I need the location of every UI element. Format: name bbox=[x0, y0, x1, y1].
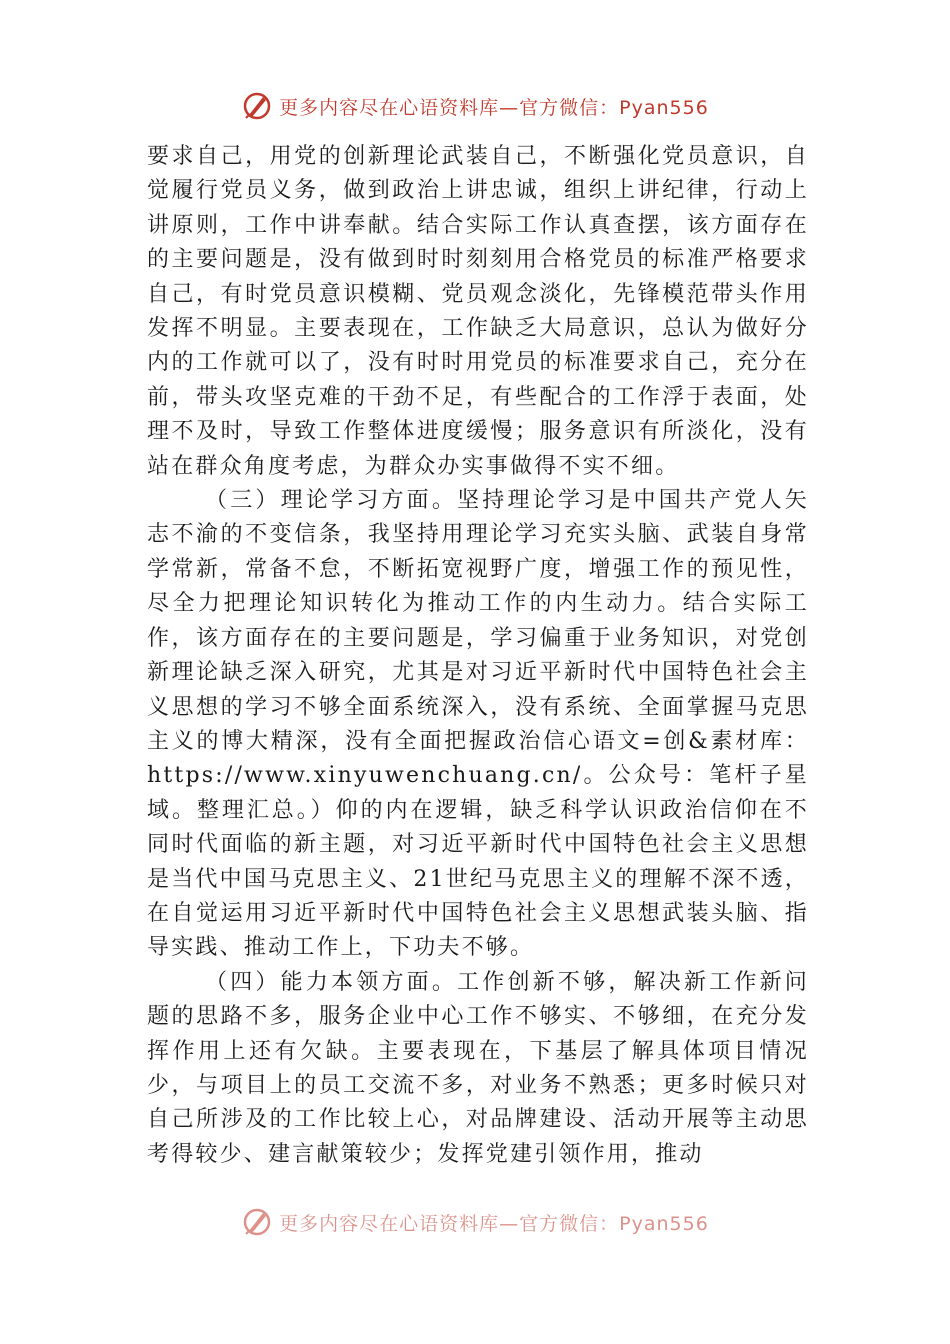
paragraph-3: （四）能力本领方面。工作创新不够，解决新工作新问题的思路不多，服务企业中心工作不够实、不够细，在充分发挥作用上还有欠缺。主要表现在，下基层了解具体项目情况少，与项目上的员工交流不多，对业务不熟悉；更多时候只对自己所涉及的工作比较上心，对品牌建设、活动开展等主动思考得较少、建言献策较少；发挥党建引领作用，推动 bbox=[147, 969, 809, 1167]
paragraph-1: 要求自己，用党的创新理论武装自己，不断强化党员意识，自觉履行党员义务，做到政治上讲忠诚，组织上讲纪律，行动上讲原则，工作中讲奉献。结合实际工作认真查摆，该方面存在的主要问题是，没有做到时时刻刻用合格党员的标准严格要求自己，有时党员意识模糊、党员观念淡化，先锋模范带头作用发挥不明显。主要表现在，工作缺乏大局意识，总认为做好分内的工作就可以了，没有时时用党员的标准要求自己，充分在前，带头攻坚克难的干劲不足，有些配合的工作浮于表面，处理不及时，导致工作整体进度缓慢；服务意识有所淡化，没有站在群众角度考虑，为群众办实事做得不实不细。 bbox=[147, 144, 809, 479]
pen-logo-icon bbox=[241, 1206, 273, 1238]
pen-logo-icon bbox=[241, 90, 273, 122]
watermark-text: 更多内容尽在心语资料库—官方微信：Pyan556 bbox=[279, 96, 709, 119]
header-watermark bbox=[0, 88, 950, 124]
watermark-text: 更多内容尽在心语资料库—官方微信：Pyan556 bbox=[279, 1212, 709, 1235]
footer-watermark bbox=[0, 1204, 950, 1240]
paragraph-2: （三）理论学习方面。坚持理论学习是中国共产党人矢志不渝的不变信条，我坚持用理论学习充实头脑、武装自身常学常新，常备不怠，不断拓宽视野广度，增强工作的预见性，尽全力把理论知识转化为推动工作的内生动力。结合实际工作，该方面存在的主要问题是，学习偏重于业务知识，对党创新理论缺乏深入研究，尤其是对习近平新时代中国特色社会主义思想的学习不够全面系统深入，没有系统、全面掌握马克思主义的博大精深，没有全面把握政治信心语文=创&素材库：https://www.xinyuwenchuang.cn/。公众号：笔杆子星域。整理汇总。）仰的内在逻辑，缺乏科学认识政治信仰在不同时代面临的新主题，对习近平新时代中国特色社会主义思想是当代中国马克思主义、21世纪马克思主义的理解不深不透，在自觉运用习近平新时代中国特色社会主义思想武装头脑、指导实践、推动工作上，下功夫不够。 bbox=[147, 488, 809, 961]
document-body bbox=[147, 140, 809, 1212]
